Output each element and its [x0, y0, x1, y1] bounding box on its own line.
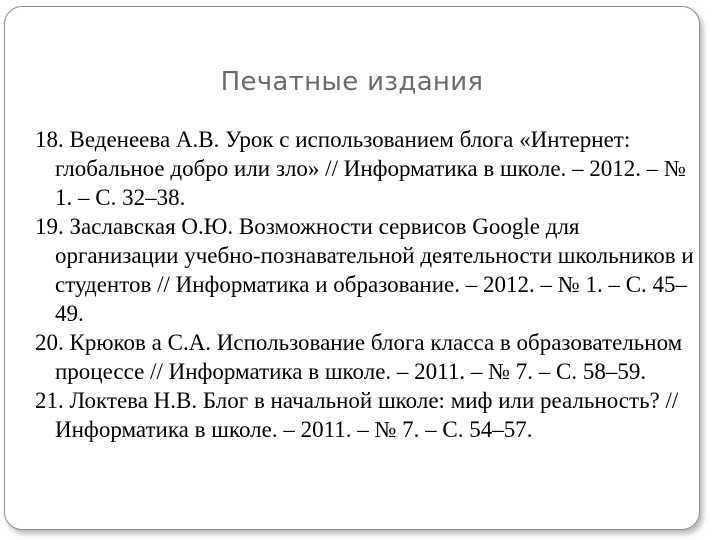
reference-item: 18. Веденеева А.В. Урок с использованием блога «Интернет: глобальное добро или зло» // Информатика в школе. – 2012. – № 1. – С. 32–38.: [35, 127, 686, 210]
reference-list: [35, 125, 705, 444]
slide-title: Печатные издания: [220, 67, 484, 97]
reference-item: 19. Заславская О.Ю. Возможности сервисов Google для организации учебно-познавательной деятельности школьников и студентов // Информатика и образование. – 2012. – № 1. – С. 45–49.: [35, 214, 694, 326]
reference-item: 21. Локтева Н.В. Блог в начальной школе: миф или реальность? // Информатика в школе. – 2011. – № 7. – С. 54–57.: [35, 388, 679, 442]
slide-frame: [4, 6, 700, 530]
reference-item: 20. Крюков а С.А. Использование блога класса в образовательном процессе // Информатика в школе. – 2011. – № 7. – С. 58–59.: [35, 330, 683, 384]
